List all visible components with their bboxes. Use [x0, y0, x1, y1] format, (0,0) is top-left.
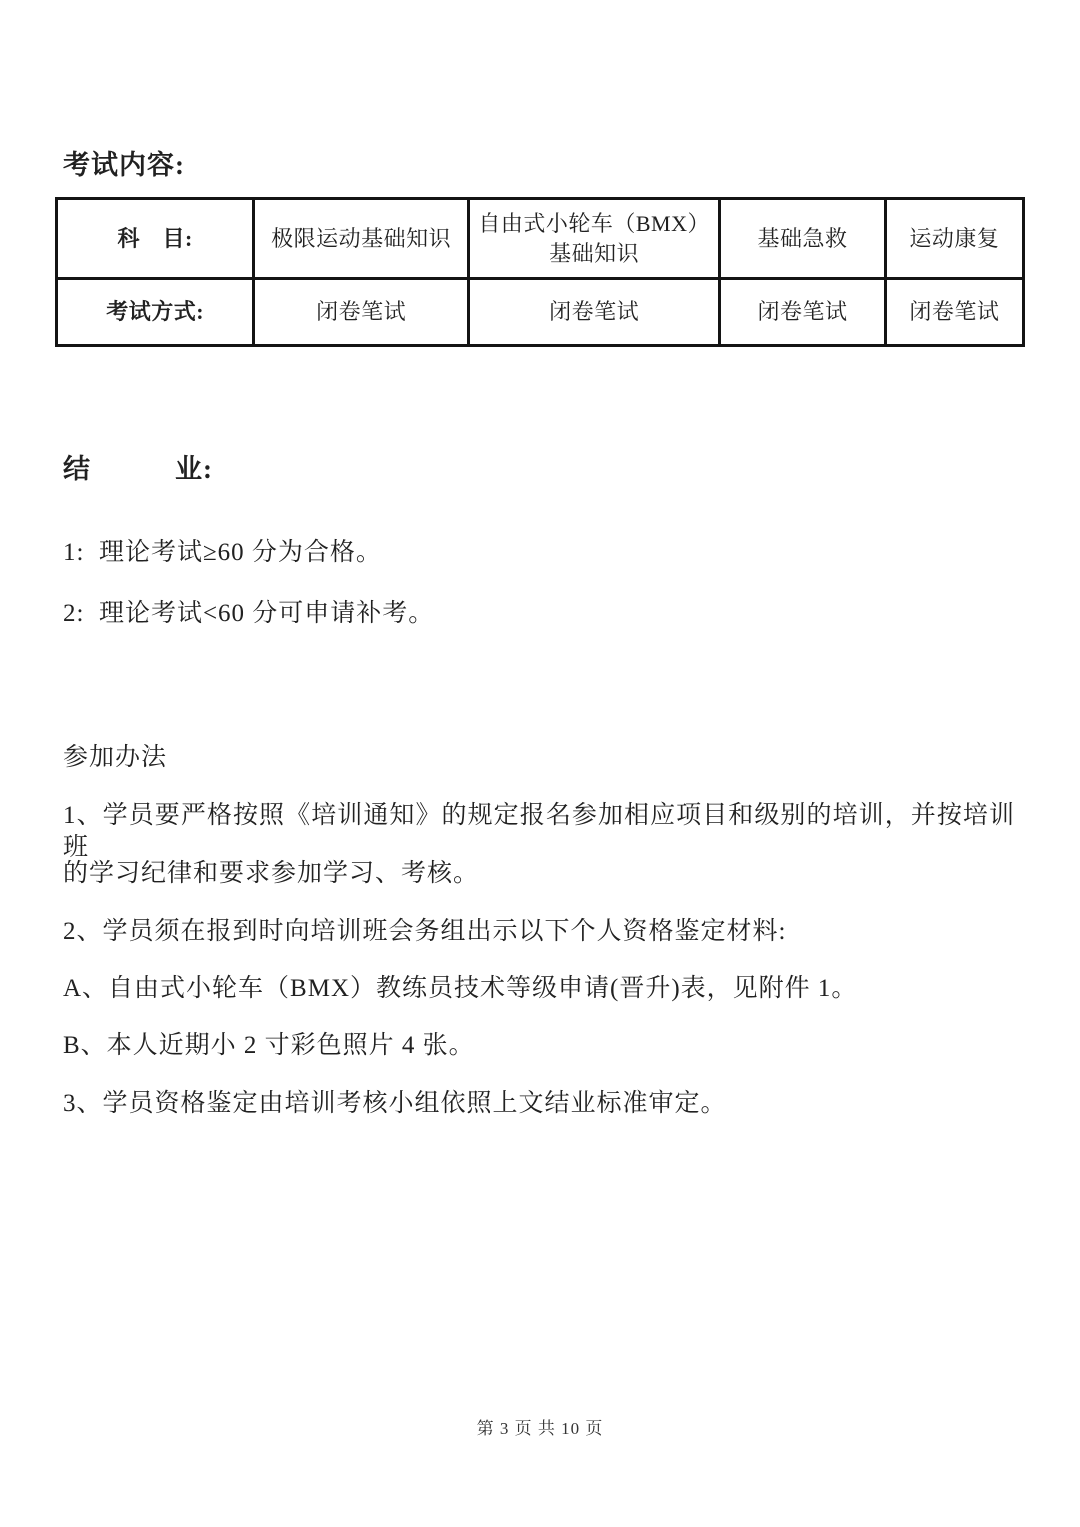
exam-subjects-table: [55, 197, 1025, 347]
completion-heading: 结 业:: [63, 454, 213, 484]
exam-content-heading: 考试内容:: [63, 150, 185, 180]
subject-row-header: 科 目:: [57, 199, 254, 279]
table-row-exam-method: [57, 279, 1024, 346]
method-row-header: 考试方式:: [57, 279, 254, 346]
subject-cell: 极限运动基础知识: [254, 199, 469, 279]
participation-line-registration-cont: 的学习纪律和要求参加学习、考核。: [63, 860, 480, 887]
participation-line-qualification: 3、学员资格鉴定由培训考核小组依照上文结业标准审定。: [63, 1090, 727, 1117]
method-cell: 闭卷笔试: [468, 279, 719, 346]
table-row-subjects: [57, 199, 1024, 279]
participation-line-materials: 2、学员须在报到时向培训班会务组出示以下个人资格鉴定材料:: [63, 918, 787, 945]
subject-cell: 运动康复: [885, 199, 1023, 279]
participation-line-photos: B、本人近期小 2 寸彩色照片 4 张。: [63, 1032, 475, 1059]
participation-heading: 参加办法: [63, 744, 168, 771]
subject-cell: 基础急救: [720, 199, 885, 279]
completion-rule-pass: 1: 理论考试≥60 分为合格。: [63, 539, 382, 566]
method-cell: 闭卷笔试: [720, 279, 885, 346]
page-number-indicator: 第 3 页 共 10 页: [476, 1419, 604, 1438]
participation-line-registration: 1、学员要严格按照《培训通知》的规定报名参加相应项目和级别的培训，并按培训班: [63, 802, 1015, 861]
participation-line-application-form: A、自由式小轮车（BMX）教练员技术等级申请(晋升)表，见附件 1。: [63, 975, 858, 1002]
method-cell: 闭卷笔试: [254, 279, 469, 346]
completion-rule-retake: 2: 理论考试<60 分可申请补考。: [63, 600, 435, 627]
method-cell: 闭卷笔试: [885, 279, 1023, 346]
subject-cell: 自由式小轮车（BMX）基础知识: [468, 199, 719, 279]
